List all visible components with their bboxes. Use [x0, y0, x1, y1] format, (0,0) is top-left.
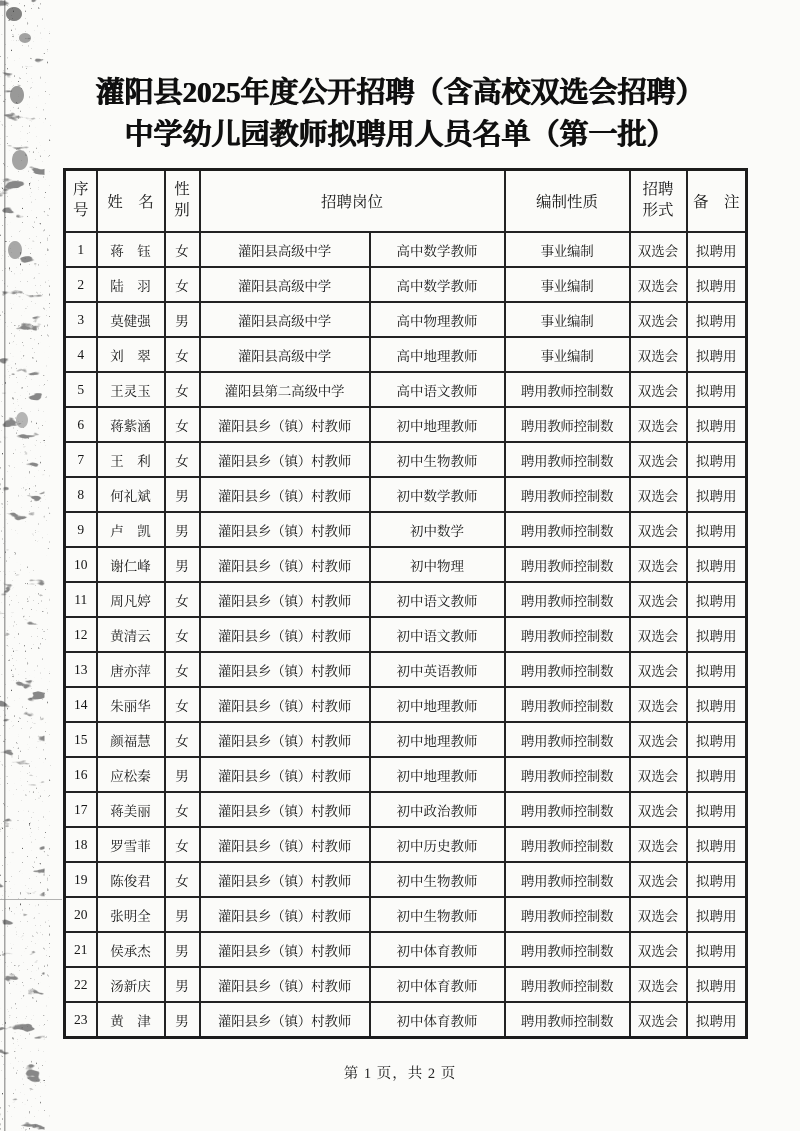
cell-remark: 拟聘用 — [687, 932, 747, 967]
table-header-row — [65, 170, 747, 233]
cell-establishment: 聘用教师控制数 — [505, 967, 630, 1002]
cell-no: 21 — [65, 932, 97, 967]
cell-remark: 拟聘用 — [687, 407, 747, 442]
cell-gender: 男 — [165, 512, 200, 547]
cell-form: 双选会 — [630, 442, 687, 477]
cell-name: 颜福慧 — [97, 722, 165, 757]
table-row — [65, 372, 747, 407]
cell-school: 灌阳县乡（镇）村教师 — [200, 687, 370, 722]
cell-post: 初中地理教师 — [370, 722, 505, 757]
cell-no: 17 — [65, 792, 97, 827]
cell-no: 13 — [65, 652, 97, 687]
table-row — [65, 897, 747, 932]
header-position-label: 招聘岗位 — [321, 194, 384, 211]
cell-no: 7 — [65, 442, 97, 477]
cell-establishment: 聘用教师控制数 — [505, 442, 630, 477]
cell-no: 5 — [65, 372, 97, 407]
cell-name: 黄清云 — [97, 617, 165, 652]
cell-form: 双选会 — [630, 792, 687, 827]
cell-post: 初中体育教师 — [370, 967, 505, 1002]
cell-form: 双选会 — [630, 617, 687, 652]
cell-form: 双选会 — [630, 547, 687, 582]
cell-establishment: 聘用教师控制数 — [505, 862, 630, 897]
cell-remark: 拟聘用 — [687, 337, 747, 372]
table-row — [65, 757, 747, 792]
cell-establishment: 聘用教师控制数 — [505, 372, 630, 407]
cell-no: 10 — [65, 547, 97, 582]
table-row — [65, 442, 747, 477]
table-row — [65, 792, 747, 827]
cell-form: 双选会 — [630, 582, 687, 617]
cell-form: 双选会 — [630, 372, 687, 407]
cell-post: 初中地理教师 — [370, 687, 505, 722]
table-row — [65, 932, 747, 967]
cell-name: 蒋紫涵 — [97, 407, 165, 442]
cell-no: 6 — [65, 407, 97, 442]
cell-name: 张明全 — [97, 897, 165, 932]
cell-remark: 拟聘用 — [687, 302, 747, 337]
cell-name: 周凡婷 — [97, 582, 165, 617]
table-row — [65, 652, 747, 687]
header-no — [65, 170, 97, 233]
header-gender — [165, 170, 200, 233]
cell-school: 灌阳县乡（镇）村教师 — [200, 512, 370, 547]
cell-name: 王 利 — [97, 442, 165, 477]
table-row — [65, 232, 747, 267]
header-remark-label: 备 注 — [693, 194, 740, 211]
cell-establishment: 聘用教师控制数 — [505, 897, 630, 932]
table-row — [65, 687, 747, 722]
header-form — [630, 170, 687, 233]
cell-school: 灌阳县乡（镇）村教师 — [200, 407, 370, 442]
cell-establishment: 聘用教师控制数 — [505, 1002, 630, 1038]
cell-no: 12 — [65, 617, 97, 652]
cell-form: 双选会 — [630, 337, 687, 372]
cell-gender: 女 — [165, 267, 200, 302]
cell-name: 王灵玉 — [97, 372, 165, 407]
cell-school: 灌阳县乡（镇）村教师 — [200, 827, 370, 862]
cell-school: 灌阳县乡（镇）村教师 — [200, 862, 370, 897]
cell-gender: 女 — [165, 722, 200, 757]
cell-name: 卢 凯 — [97, 512, 165, 547]
cell-post: 初中体育教师 — [370, 932, 505, 967]
table-row — [65, 722, 747, 757]
cell-post: 初中数学 — [370, 512, 505, 547]
cell-name: 罗雪菲 — [97, 827, 165, 862]
cell-name: 陈俊君 — [97, 862, 165, 897]
cell-name: 陆 羽 — [97, 267, 165, 302]
cell-post: 初中语文教师 — [370, 617, 505, 652]
cell-post: 高中数学教师 — [370, 232, 505, 267]
cell-name: 朱丽华 — [97, 687, 165, 722]
cell-post: 高中数学教师 — [370, 267, 505, 302]
header-gender-label: 性别 — [174, 181, 190, 219]
cell-school: 灌阳县高级中学 — [200, 267, 370, 302]
table-row — [65, 267, 747, 302]
cell-establishment: 事业编制 — [505, 267, 630, 302]
cell-gender: 女 — [165, 372, 200, 407]
table-row — [65, 967, 747, 1002]
header-no-label: 序号 — [72, 181, 89, 219]
cell-remark: 拟聘用 — [687, 1002, 747, 1038]
cell-name: 莫健强 — [97, 302, 165, 337]
cell-school: 灌阳县乡（镇）村教师 — [200, 1002, 370, 1038]
cell-gender: 男 — [165, 932, 200, 967]
cell-school: 灌阳县乡（镇）村教师 — [200, 442, 370, 477]
header-remark — [687, 170, 747, 233]
cell-remark: 拟聘用 — [687, 967, 747, 1002]
cell-post: 初中地理教师 — [370, 757, 505, 792]
cell-gender: 女 — [165, 827, 200, 862]
cell-school: 灌阳县乡（镇）村教师 — [200, 932, 370, 967]
cell-name: 蒋 钰 — [97, 232, 165, 267]
cell-remark: 拟聘用 — [687, 442, 747, 477]
cell-school: 灌阳县乡（镇）村教师 — [200, 477, 370, 512]
cell-remark: 拟聘用 — [687, 757, 747, 792]
cell-form: 双选会 — [630, 827, 687, 862]
cell-remark: 拟聘用 — [687, 792, 747, 827]
page-title-line1: 灌阳县2025年度公开招聘（含高校双选会招聘） — [95, 77, 705, 109]
scan-noise-artifact — [0, 0, 64, 1131]
cell-school: 灌阳县乡（镇）村教师 — [200, 547, 370, 582]
table-row — [65, 827, 747, 862]
cell-gender: 男 — [165, 757, 200, 792]
page-title — [0, 72, 800, 156]
cell-no: 23 — [65, 1002, 97, 1038]
cell-establishment: 聘用教师控制数 — [505, 932, 630, 967]
cell-no: 2 — [65, 267, 97, 302]
cell-remark: 拟聘用 — [687, 267, 747, 302]
cell-establishment: 事业编制 — [505, 232, 630, 267]
header-establishment — [505, 170, 630, 233]
cell-remark: 拟聘用 — [687, 372, 747, 407]
cell-school: 灌阳县乡（镇）村教师 — [200, 967, 370, 1002]
table-row — [65, 477, 747, 512]
cell-post: 初中体育教师 — [370, 1002, 505, 1038]
cell-no: 19 — [65, 862, 97, 897]
cell-remark: 拟聘用 — [687, 547, 747, 582]
cell-establishment: 聘用教师控制数 — [505, 512, 630, 547]
scan-fold-line — [0, 899, 62, 900]
cell-remark: 拟聘用 — [687, 827, 747, 862]
cell-remark: 拟聘用 — [687, 512, 747, 547]
cell-gender: 男 — [165, 477, 200, 512]
cell-gender: 女 — [165, 582, 200, 617]
cell-form: 双选会 — [630, 967, 687, 1002]
cell-form: 双选会 — [630, 932, 687, 967]
cell-no: 15 — [65, 722, 97, 757]
cell-form: 双选会 — [630, 407, 687, 442]
cell-name: 汤新庆 — [97, 967, 165, 1002]
table-row — [65, 547, 747, 582]
cell-gender: 女 — [165, 442, 200, 477]
cell-no: 8 — [65, 477, 97, 512]
cell-form: 双选会 — [630, 687, 687, 722]
cell-gender: 男 — [165, 302, 200, 337]
header-name — [97, 170, 165, 233]
cell-name: 唐亦萍 — [97, 652, 165, 687]
cell-no: 3 — [65, 302, 97, 337]
cell-post: 高中地理教师 — [370, 337, 505, 372]
cell-establishment: 聘用教师控制数 — [505, 547, 630, 582]
header-position — [200, 170, 505, 233]
cell-post: 高中物理教师 — [370, 302, 505, 337]
table-body — [65, 232, 747, 1038]
cell-form: 双选会 — [630, 267, 687, 302]
cell-name: 刘 翠 — [97, 337, 165, 372]
header-establishment-label: 编制性质 — [536, 194, 599, 211]
cell-name: 何礼斌 — [97, 477, 165, 512]
cell-form: 双选会 — [630, 512, 687, 547]
cell-gender: 男 — [165, 897, 200, 932]
cell-remark: 拟聘用 — [687, 232, 747, 267]
cell-establishment: 事业编制 — [505, 337, 630, 372]
header-name-label: 姓 名 — [107, 194, 154, 211]
cell-gender: 女 — [165, 617, 200, 652]
cell-no: 18 — [65, 827, 97, 862]
cell-establishment: 聘用教师控制数 — [505, 827, 630, 862]
cell-form: 双选会 — [630, 652, 687, 687]
table-row — [65, 407, 747, 442]
cell-post: 初中物理 — [370, 547, 505, 582]
cell-no: 20 — [65, 897, 97, 932]
cell-gender: 女 — [165, 232, 200, 267]
cell-remark: 拟聘用 — [687, 722, 747, 757]
cell-post: 初中政治教师 — [370, 792, 505, 827]
cell-form: 双选会 — [630, 232, 687, 267]
cell-name: 蒋美丽 — [97, 792, 165, 827]
cell-remark: 拟聘用 — [687, 687, 747, 722]
cell-school: 灌阳县乡（镇）村教师 — [200, 582, 370, 617]
table-row — [65, 302, 747, 337]
cell-form: 双选会 — [630, 722, 687, 757]
cell-no: 16 — [65, 757, 97, 792]
page-title-line2: 中学幼儿园教师拟聘用人员名单（第一批） — [124, 119, 676, 151]
cell-remark: 拟聘用 — [687, 477, 747, 512]
cell-gender: 女 — [165, 652, 200, 687]
cell-form: 双选会 — [630, 757, 687, 792]
cell-establishment: 聘用教师控制数 — [505, 617, 630, 652]
cell-name: 黄 津 — [97, 1002, 165, 1038]
cell-remark: 拟聘用 — [687, 897, 747, 932]
cell-school: 灌阳县乡（镇）村教师 — [200, 617, 370, 652]
cell-form: 双选会 — [630, 302, 687, 337]
cell-remark: 拟聘用 — [687, 862, 747, 897]
cell-establishment: 聘用教师控制数 — [505, 477, 630, 512]
cell-post: 高中语文教师 — [370, 372, 505, 407]
cell-post: 初中数学教师 — [370, 477, 505, 512]
table-row — [65, 1002, 747, 1038]
cell-establishment: 事业编制 — [505, 302, 630, 337]
table-row — [65, 337, 747, 372]
cell-school: 灌阳县乡（镇）村教师 — [200, 652, 370, 687]
cell-name: 谢仁峰 — [97, 547, 165, 582]
cell-form: 双选会 — [630, 1002, 687, 1038]
cell-school: 灌阳县乡（镇）村教师 — [200, 722, 370, 757]
cell-form: 双选会 — [630, 477, 687, 512]
header-form-label: 招聘形式 — [642, 181, 674, 219]
cell-school: 灌阳县高级中学 — [200, 302, 370, 337]
cell-post: 初中生物教师 — [370, 862, 505, 897]
cell-remark: 拟聘用 — [687, 617, 747, 652]
cell-gender: 男 — [165, 547, 200, 582]
cell-no: 9 — [65, 512, 97, 547]
cell-gender: 女 — [165, 792, 200, 827]
table-row — [65, 862, 747, 897]
cell-post: 初中生物教师 — [370, 442, 505, 477]
cell-no: 14 — [65, 687, 97, 722]
cell-gender: 女 — [165, 862, 200, 897]
cell-school: 灌阳县高级中学 — [200, 337, 370, 372]
cell-gender: 女 — [165, 687, 200, 722]
cell-school: 灌阳县乡（镇）村教师 — [200, 757, 370, 792]
cell-establishment: 聘用教师控制数 — [505, 722, 630, 757]
cell-no: 11 — [65, 582, 97, 617]
cell-form: 双选会 — [630, 897, 687, 932]
table-row — [65, 617, 747, 652]
cell-establishment: 聘用教师控制数 — [505, 407, 630, 442]
cell-name: 侯承杰 — [97, 932, 165, 967]
cell-gender: 男 — [165, 967, 200, 1002]
cell-gender: 女 — [165, 407, 200, 442]
hire-list-table — [63, 168, 748, 1039]
cell-establishment: 聘用教师控制数 — [505, 792, 630, 827]
cell-establishment: 聘用教师控制数 — [505, 582, 630, 617]
cell-gender: 男 — [165, 1002, 200, 1038]
table-row — [65, 582, 747, 617]
cell-remark: 拟聘用 — [687, 652, 747, 687]
cell-establishment: 聘用教师控制数 — [505, 652, 630, 687]
cell-school: 灌阳县第二高级中学 — [200, 372, 370, 407]
cell-name: 应松秦 — [97, 757, 165, 792]
cell-remark: 拟聘用 — [687, 582, 747, 617]
page-number-footer: 第 1 页，共 2 页 — [343, 1066, 457, 1082]
cell-post: 初中语文教师 — [370, 582, 505, 617]
cell-no: 4 — [65, 337, 97, 372]
cell-gender: 女 — [165, 337, 200, 372]
cell-form: 双选会 — [630, 862, 687, 897]
cell-establishment: 聘用教师控制数 — [505, 687, 630, 722]
cell-post: 初中地理教师 — [370, 407, 505, 442]
cell-no: 1 — [65, 232, 97, 267]
cell-no: 22 — [65, 967, 97, 1002]
cell-school: 灌阳县高级中学 — [200, 232, 370, 267]
table-row — [65, 512, 747, 547]
cell-school: 灌阳县乡（镇）村教师 — [200, 792, 370, 827]
cell-school: 灌阳县乡（镇）村教师 — [200, 897, 370, 932]
cell-post: 初中生物教师 — [370, 897, 505, 932]
cell-establishment: 聘用教师控制数 — [505, 757, 630, 792]
cell-post: 初中英语教师 — [370, 652, 505, 687]
cell-post: 初中历史教师 — [370, 827, 505, 862]
